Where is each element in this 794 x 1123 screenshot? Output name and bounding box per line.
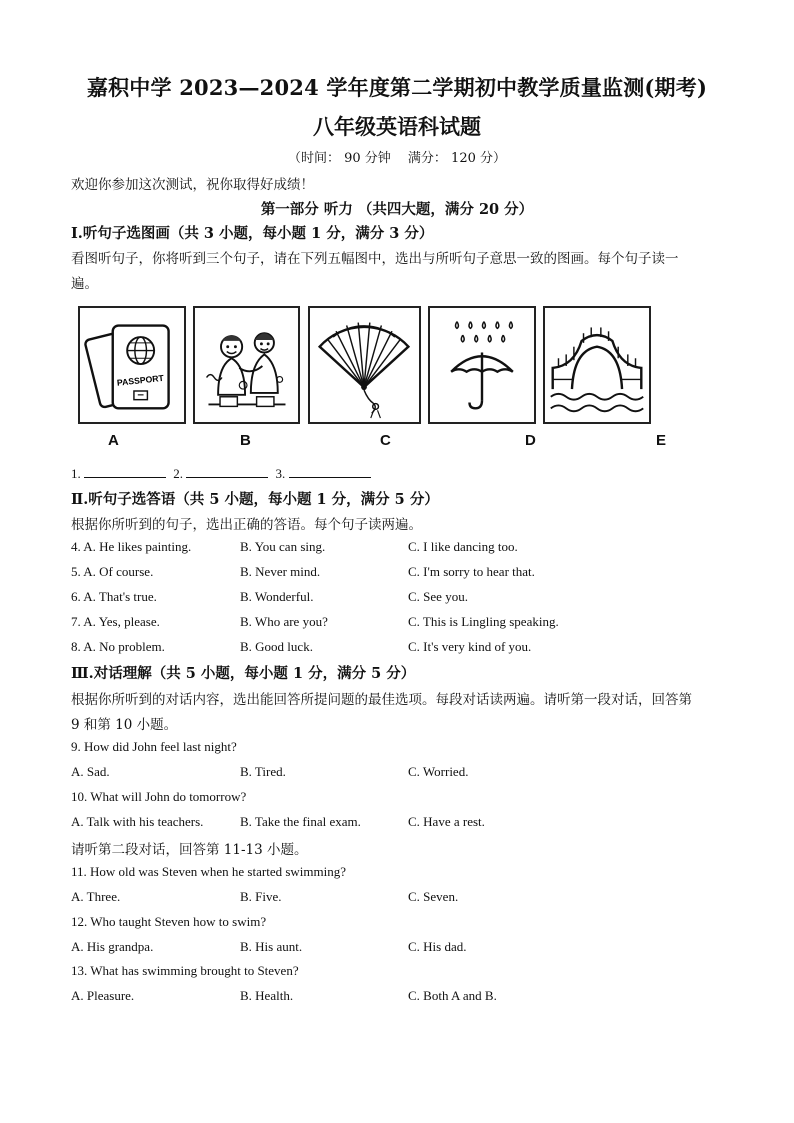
section3-instruction: 根据你所听到的对话内容，选出能回答所提问题的最佳选项。每段对话读两遍。请听第一段对话，回答第 bbox=[71, 692, 692, 708]
blank-label-3: 3. bbox=[275, 466, 286, 481]
question-4-c: C. I like dancing too. bbox=[408, 539, 518, 554]
question-4-b: B. You can sing. bbox=[240, 539, 326, 554]
question-10-a: A. Talk with his teachers. bbox=[71, 814, 204, 829]
question-9-c: C. Worried. bbox=[408, 764, 469, 779]
exam-subtitle: 八年级英语科试题 bbox=[313, 114, 481, 139]
answer-blank-2[interactable] bbox=[186, 465, 268, 478]
umbrella-rain-icon bbox=[430, 308, 534, 422]
section3-title: Ⅲ.对话理解（共 5 小题，每小题 1 分，满分 5 分） bbox=[71, 665, 416, 682]
picture-label-d: D bbox=[525, 432, 536, 449]
question-5-c: C. I'm sorry to hear that. bbox=[408, 564, 535, 579]
question-7-c: C. This is Lingling speaking. bbox=[408, 614, 559, 629]
section2-title: Ⅱ.听句子选答语（共 5 小题，每小题 1 分，满分 5 分） bbox=[71, 491, 439, 508]
picture-label-c: C bbox=[380, 432, 391, 449]
part1-title: 第一部分 听力 （共四大题，满分 20 分） bbox=[260, 201, 534, 218]
question-12-b: B. His aunt. bbox=[240, 939, 303, 954]
question-6-c: C. See you. bbox=[408, 589, 468, 604]
passport-icon bbox=[80, 308, 184, 422]
question-9-stem: 9. How did John feel last night? bbox=[71, 739, 237, 754]
question-4-a: 4. A. He likes painting. bbox=[71, 539, 192, 554]
question-8-b: B. Good luck. bbox=[240, 639, 313, 654]
question-13-c: C. Both A and B. bbox=[408, 988, 497, 1003]
blank-label-1: 1. bbox=[71, 466, 81, 481]
picture-c bbox=[308, 306, 421, 424]
question-7-a: 7. A. Yes, please. bbox=[71, 614, 160, 629]
question-12-a: A. His grandpa. bbox=[71, 939, 154, 954]
picture-label-e: E bbox=[656, 432, 667, 449]
answer-blank-3[interactable] bbox=[289, 465, 371, 478]
question-11-a: A. Three. bbox=[71, 889, 121, 904]
question-5-b: B. Never mind. bbox=[240, 564, 321, 579]
question-11-c: C. Seven. bbox=[408, 889, 459, 904]
section2-instruction: 根据你所听到的句子，选出正确的答语。每个句子读两遍。 bbox=[71, 517, 422, 533]
section1-title: Ⅰ.听句子选图画（共 3 小题，每小题 1 分，满分 3 分） bbox=[71, 225, 434, 242]
question-6-b: B. Wonderful. bbox=[240, 589, 314, 604]
bridge-icon bbox=[545, 308, 649, 422]
question-8-c: C. It's very kind of you. bbox=[408, 639, 532, 654]
answer-blank-1[interactable] bbox=[84, 465, 166, 478]
question-8-a: 8. A. No problem. bbox=[71, 639, 165, 654]
picture-e bbox=[543, 306, 651, 424]
picture-label-b: B bbox=[240, 432, 251, 449]
answer-blanks bbox=[71, 465, 375, 482]
people-icon bbox=[195, 308, 298, 422]
section1-instruction-cont: 遍。 bbox=[71, 276, 98, 292]
blank-label-2: 2. bbox=[173, 466, 183, 481]
passport-label: PASSPORT bbox=[116, 372, 165, 388]
exam-title: 嘉积中学 2023—2024 学年度第二学期初中教学质量监测(期考) bbox=[86, 75, 708, 100]
dialog2-instruction: 请听第二段对话，回答第 11-13 小题。 bbox=[71, 842, 308, 858]
question-7-b: B. Who are you? bbox=[240, 614, 328, 629]
picture-label-a: A bbox=[108, 432, 119, 449]
welcome-text: 欢迎你参加这次测试，祝你取得好成绩！ bbox=[71, 177, 314, 193]
question-13-b: B. Health. bbox=[240, 988, 294, 1003]
question-9-a: A. Sad. bbox=[71, 764, 110, 779]
time-info: （时间： 90 分钟 满分： 120 分） bbox=[287, 151, 507, 166]
fan-icon bbox=[310, 308, 419, 422]
question-13-a: A. Pleasure. bbox=[71, 988, 135, 1003]
question-5-a: 5. A. Of course. bbox=[71, 564, 154, 579]
picture-d bbox=[428, 306, 536, 424]
section3-instruction-cont: 9 和第 10 小题。 bbox=[71, 717, 178, 733]
question-12-stem: 12. Who taught Steven how to swim? bbox=[71, 914, 267, 929]
question-10-stem: 10. What will John do tomorrow? bbox=[71, 789, 247, 804]
question-9-b: B. Tired. bbox=[240, 764, 286, 779]
picture-b bbox=[193, 306, 300, 424]
question-6-a: 6. A. That's true. bbox=[71, 589, 157, 604]
question-13-stem: 13. What has swimming brought to Steven? bbox=[71, 963, 299, 978]
picture-a bbox=[78, 306, 186, 424]
question-10-c: C. Have a rest. bbox=[408, 814, 485, 829]
question-12-c: C. His dad. bbox=[408, 939, 467, 954]
question-11-stem: 11. How old was Steven when he started swimming? bbox=[71, 864, 346, 879]
question-10-b: B. Take the final exam. bbox=[240, 814, 361, 829]
section1-instruction: 看图听句子，你将听到三个句子，请在下列五幅图中，选出与所听句子意思一致的图画。每个句子读一 bbox=[71, 251, 679, 267]
question-11-b: B. Five. bbox=[240, 889, 282, 904]
